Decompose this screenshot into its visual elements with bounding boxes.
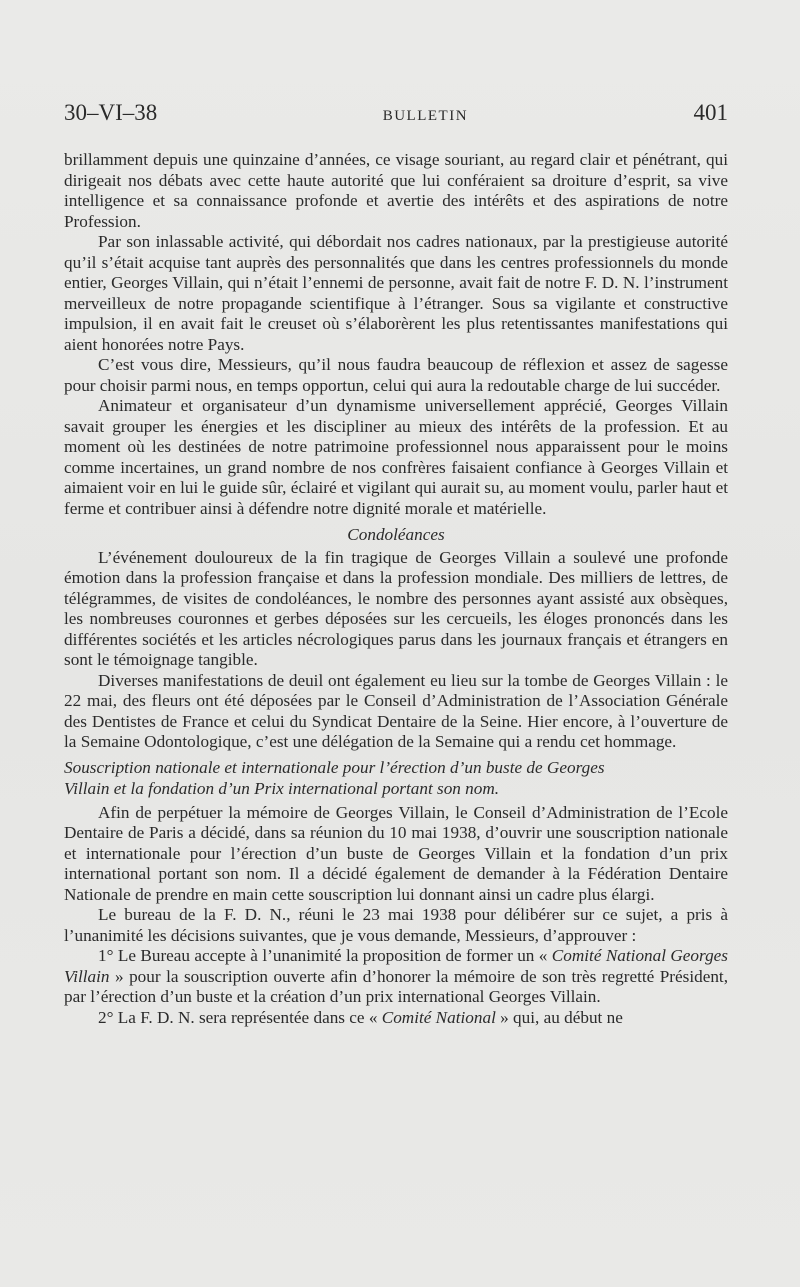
paragraph-1: brillamment depuis une quinzaine d’années, ce visage souriant, au regard clair et pénétrant, qui dirigeait nos débats avec cette haute autorité que lui conféraient sa droiture d’esprit, sa vive intelligence et sa connaissance profonde et avertie des intérêts et des aspirations de notre Profession. (64, 150, 728, 231)
paragraph-8: Le bureau de la F. D. N., réuni le 23 mai 1938 pour délibérer sur ce sujet, a pris à l’unanimité les décisions suivantes, que je vous demande, Messieurs, d’approuver : (64, 905, 728, 945)
paragraph-10-italic: Comité National (381, 1007, 496, 1027)
header-title: BULLETIN (382, 108, 469, 124)
running-header (64, 100, 728, 130)
section-heading-souscription (64, 757, 728, 799)
paragraph-10-text-b: » qui, au début ne (495, 1007, 623, 1027)
subheading-line-1: Souscription nationale et internationale pour l’érection d’un buste de Georges (64, 757, 605, 777)
section-heading-condoleances: Condoléances (347, 525, 445, 544)
article-body (64, 150, 728, 1028)
paragraph-10-text-a: 2° La F. D. N. sera représentée dans ce « (98, 1007, 382, 1027)
paragraph-4: Animateur et organisateur d’un dynamisme universellement apprécié, Georges Villain savait grouper les énergies et les discipliner au mieux des intérêts de la profession. Et au moment où les destinées de notre patrimoine professionnel nous apparaissent pour le moins comme incertaines, un grand nombre de nos confrères faisaient confiance à Georges Villain et aimaient voir en lui le guide sûr, éclairé et vigilant qui aurait su, au moment voulu, parler haut et ferme et contribuer ainsi à défendre notre dignité morale et matérielle. (64, 396, 728, 518)
paragraph-6: Diverses manifestations de deuil ont également eu lieu sur la tombe de Georges Villain : le 22 mai, des fleurs ont été déposées par le Conseil d’Administration de l’Association Générale des Dentistes de France et celui du Syndicat Dentaire de la Seine. Hier encore, à l’ouverture de la Semaine Odontologique, c’est une délégation de la Semaine qui a rendu cet hommage. (64, 670, 728, 751)
paragraph-2: Par son inlassable activité, qui débordait nos cadres nationaux, par la prestigieuse autorité qu’il s’était acquise tant auprès des personnalités que dans les centres professionnels du monde entier, Georges Villain, qui n’était l’ennemi de personne, avait fait de notre F. D. N. l’instrument merveilleux de notre propagande scientifique à l’étranger. Sous sa vigilante et constructive impulsion, il en avait fait le creuset où s’élaborèrent les plus retentissantes manifestations qui aient honorées notre Pays. (64, 232, 728, 354)
paragraph-5: L’événement douloureux de la fin tragique de Georges Villain a soulevé une profonde émotion dans la profession française et dans la profession mondiale. Des milliers de lettres, de télégrammes, de visites de condoléances, le nombre des personnes ayant assisté aux obsèques, les nombreuses couronnes et gerbes déposées sur les cercueils, les éloges prononcés dans les différentes sociétés et les articles nécrologiques parus dans les journaux français et étrangers en sont le témoignage tangible. (64, 547, 728, 669)
paragraph-9-text-b: » pour la souscription ouverte afin d’honorer la mémoire de son très regretté Président, par l’érection d’un buste et la création d’un prix international Georges Villain. (64, 966, 728, 1006)
paragraph-9-text-a: 1° Le Bureau accepte à l’unanimité la proposition de former un « (98, 946, 552, 965)
header-date: 30–VI–38 (64, 100, 158, 125)
paragraph-7: Afin de perpétuer la mémoire de Georges Villain, le Conseil d’Administration de l’Ecole Dentaire de Paris a décidé, dans sa réunion du 10 mai 1938, d’ouvrir une souscription nationale et internationale pour l’érection d’un buste de Georges Villain et la fondation d’un prix international portant son nom. Il a décidé également de demander à la Fédération Dentaire Nationale de prendre en main cette souscription lui donnant ainsi un cadre plus élargi. (64, 802, 728, 904)
paragraph-9-italic: Comité National Georges Villain (64, 946, 728, 986)
paragraph-9 (64, 946, 728, 1008)
paragraph-3: C’est vous dire, Messieurs, qu’il nous faudra beaucoup de réflexion et assez de sagesse pour choisir parmi nous, en temps opportun, celui qui aura la redoutable charge de lui succéder. (64, 355, 728, 395)
paragraph-10 (64, 1008, 728, 1029)
subheading-line-2: Villain et la fondation d’un Prix international portant son nom. (64, 778, 500, 798)
page-number: 401 (693, 100, 728, 125)
